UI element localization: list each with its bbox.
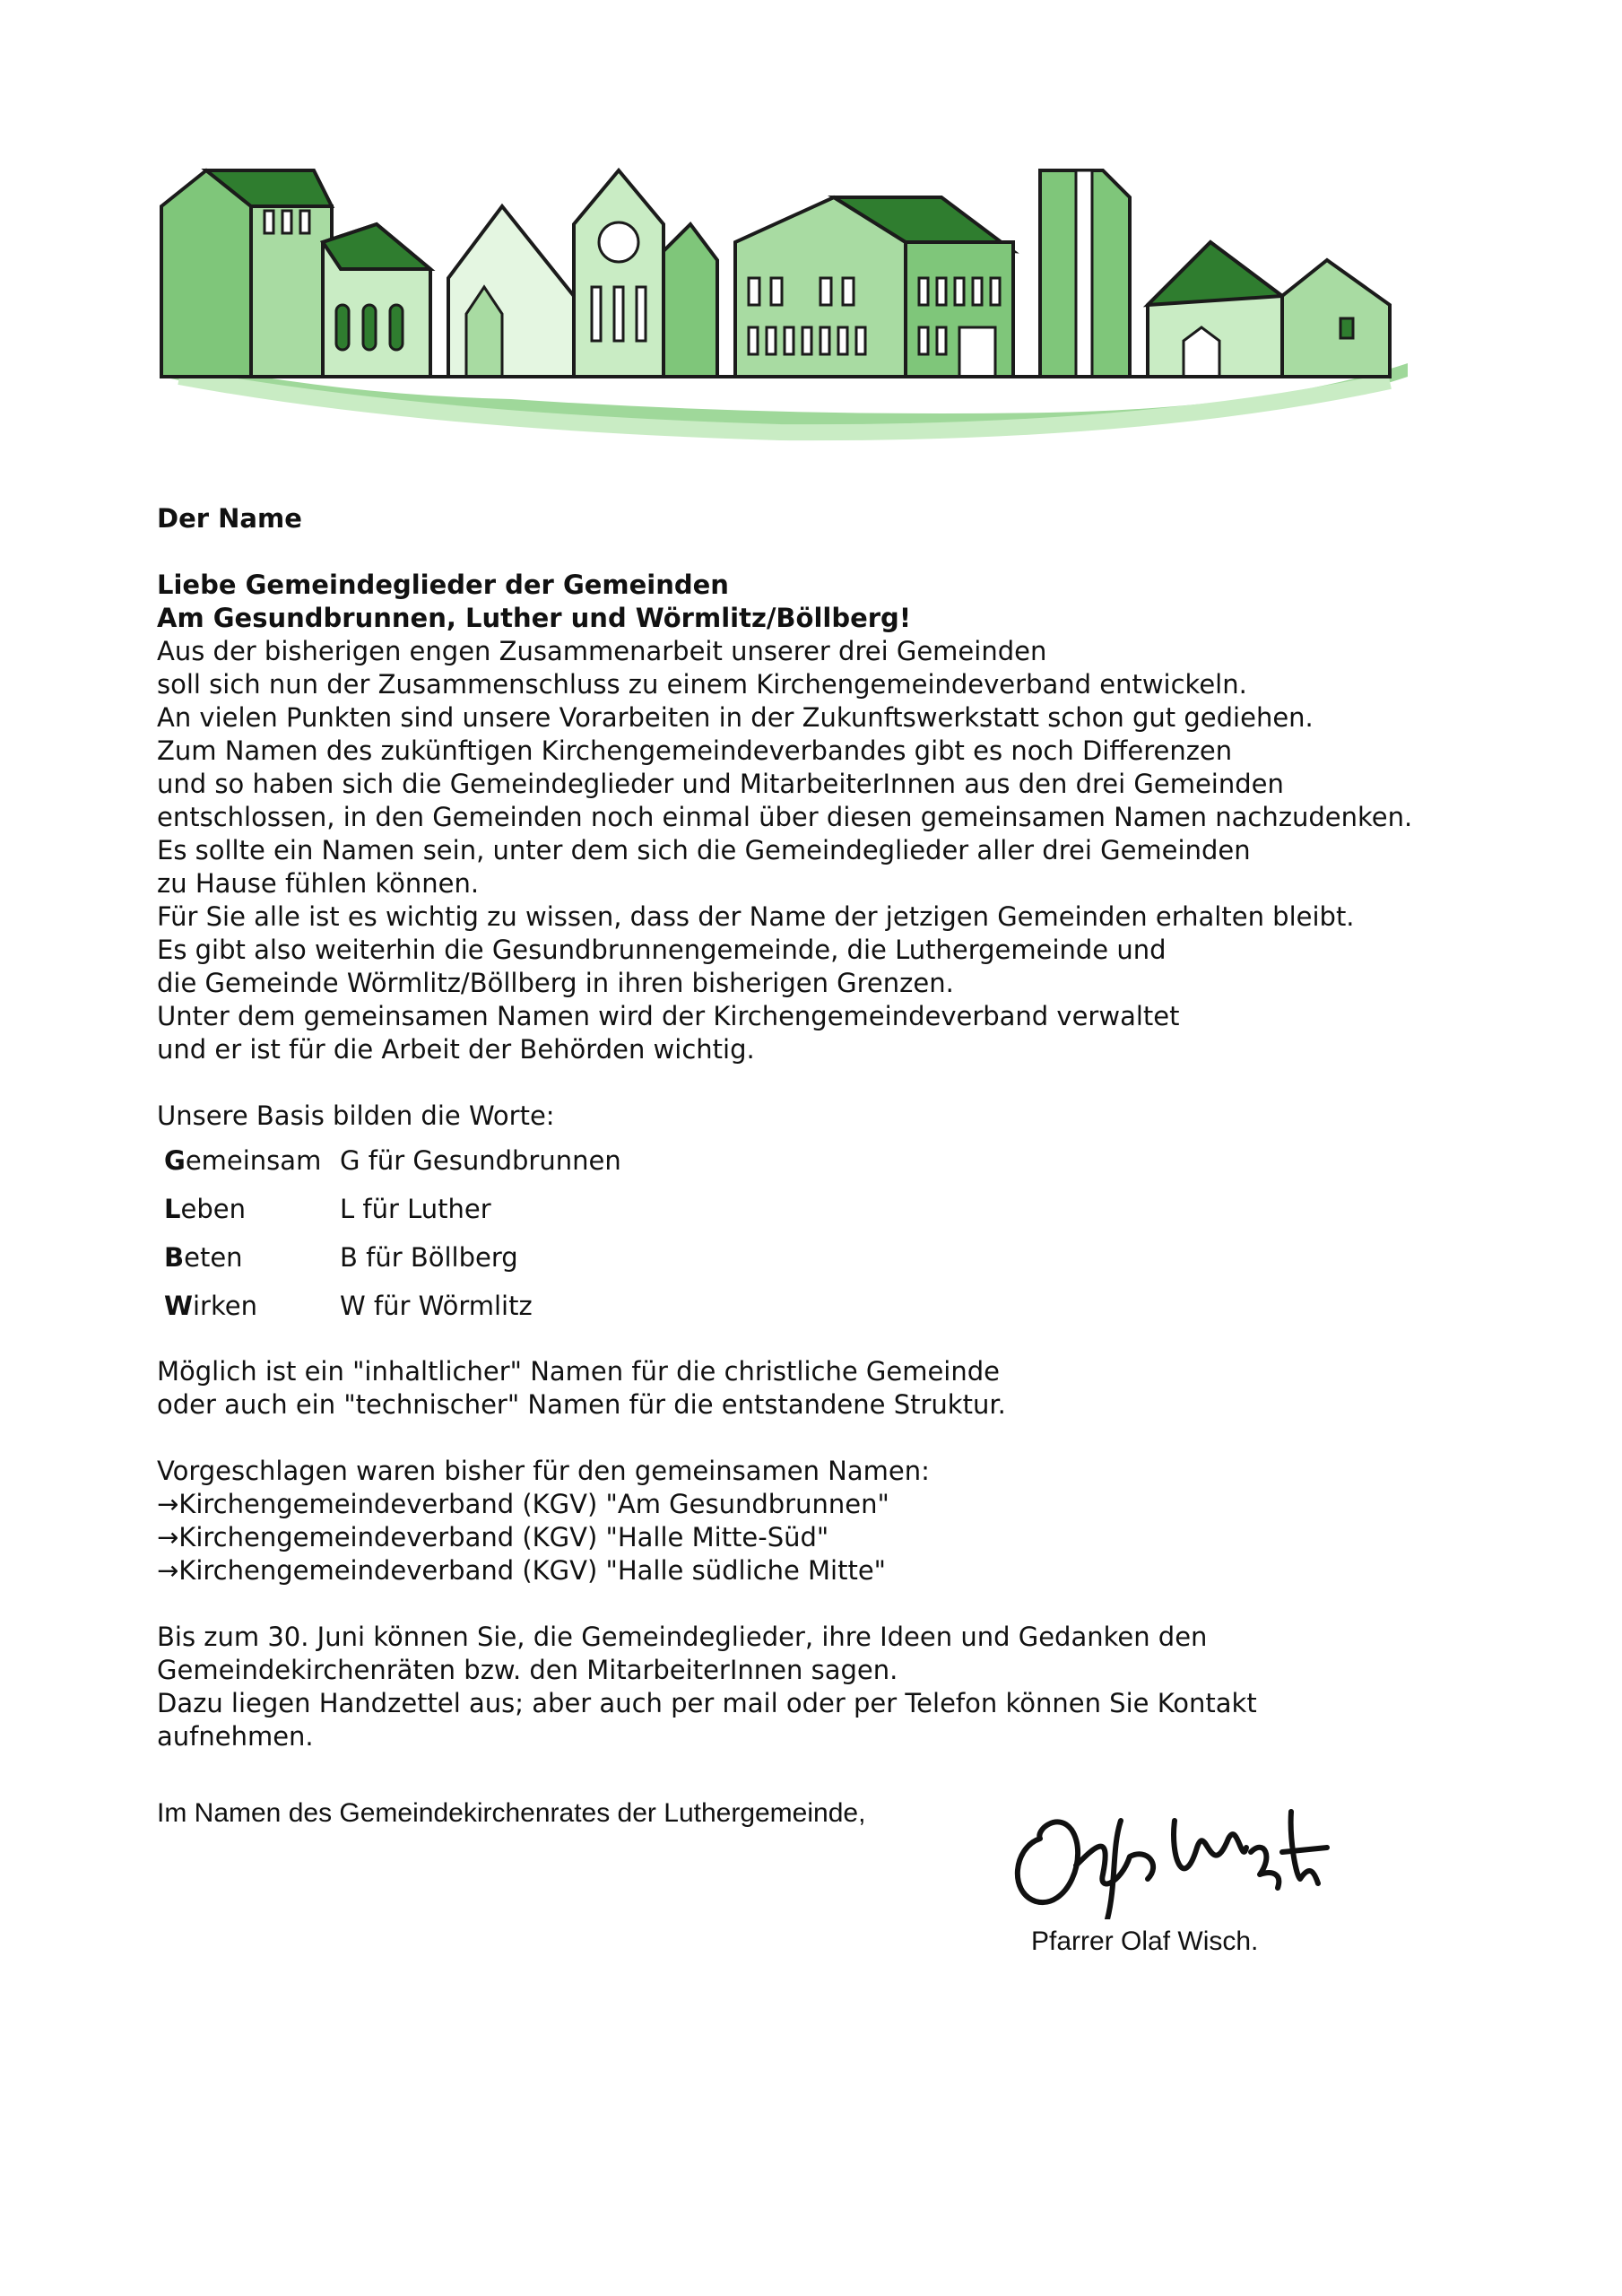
signer-name: Pfarrer Olaf Wisch. [1031,1926,1259,1956]
signature [1004,1767,1354,1919]
church-buildings-banner [152,152,1426,448]
intro-line: An vielen Punkten sind unsere Vorarbeiten in der Zukunftswerkstatt schon gut gediehen. [157,702,1314,733]
proposal-item: →Kirchengemeindeverband (KGV) "Halle südliche Mitte" [157,1555,887,1586]
basis-meaning: W für Wörmlitz [340,1290,533,1321]
intro-line: Zum Namen des zukünftigen Kirchengemeindeverbandes gibt es noch Differenzen [157,735,1233,766]
basis-row [164,1136,621,1185]
letter-body [157,502,1502,1753]
intro-line: Für Sie alle ist es wichtig zu wissen, dass der Name der jetzigen Gemeinden erhalten bleibt. [157,901,1355,932]
basis-intro: Unsere Basis bilden die Worte: [157,1100,555,1131]
intro-line: Aus der bisherigen engen Zusammenarbeit unserer drei Gemeinden [157,636,1047,666]
basis-meaning: B für Böllberg [340,1241,518,1273]
intro-line: Es sollte ein Namen sein, unter dem sich die Gemeindeglieder aller drei Gemeinden [157,835,1251,865]
basis-row [164,1233,621,1282]
basis-meaning: L für Luther [340,1193,491,1224]
deadline-line: aufnehmen. [157,1721,314,1752]
intro-line: Es gibt also weiterhin die Gesundbrunnengemeinde, die Luthergemeinde und [157,935,1167,965]
basis-row [164,1282,621,1330]
basis-word: Gemeinsam [164,1144,322,1176]
basis-word: Beten [164,1241,243,1273]
basis-word: Wirken [164,1290,257,1321]
options-line: Möglich ist ein "inhaltlicher" Namen für die christliche Gemeinde [157,1356,1000,1387]
salutation-line: Am Gesundbrunnen, Luther und Wörmlitz/Böllberg! [157,603,912,633]
intro-line: zu Hause fühlen können. [157,868,480,899]
options-line: oder auch ein "technischer" Namen für die entstandene Struktur. [157,1389,1006,1420]
deadline-line: Dazu liegen Handzettel aus; aber auch per mail oder per Telefon können Sie Kontakt [157,1688,1257,1718]
deadline-line: Gemeindekirchenräten bzw. den MitarbeiterInnen sagen. [157,1655,898,1685]
basis-table [164,1136,621,1330]
basis-row [164,1185,621,1233]
proposals-intro: Vorgeschlagen waren bisher für den gemeinsamen Namen: [157,1456,930,1486]
proposal-item: →Kirchengemeindeverband (KGV) "Halle Mitte-Süd" [157,1522,829,1552]
intro-line: und so haben sich die Gemeindeglieder und MitarbeiterInnen aus den drei Gemeinden [157,769,1284,799]
intro-line: und er ist für die Arbeit der Behörden wichtig. [157,1034,755,1065]
intro-line: soll sich nun der Zusammenschluss zu einem Kirchengemeindeverband entwickeln. [157,669,1247,700]
basis-word: Leben [164,1193,246,1224]
page-title: Der Name [157,503,302,534]
basis-meaning: G für Gesundbrunnen [340,1144,621,1176]
proposal-item: →Kirchengemeindeverband (KGV) "Am Gesundbrunnen" [157,1489,889,1519]
deadline-line: Bis zum 30. Juni können Sie, die Gemeindeglieder, ihre Ideen und Gedanken den [157,1622,1208,1652]
intro-line: die Gemeinde Wörmlitz/Böllberg in ihren bisherigen Grenzen. [157,968,954,998]
intro-line: entschlossen, in den Gemeinden noch einmal über diesen gemeinsamen Namen nachzudenken. [157,802,1413,832]
intro-line: Unter dem gemeinsamen Namen wird der Kirchengemeindeverband verwaltet [157,1001,1180,1031]
salutation-line: Liebe Gemeindeglieder der Gemeinden [157,570,729,600]
closing-line: Im Namen des Gemeindekirchenrates der Luthergemeinde, [157,1798,866,1828]
